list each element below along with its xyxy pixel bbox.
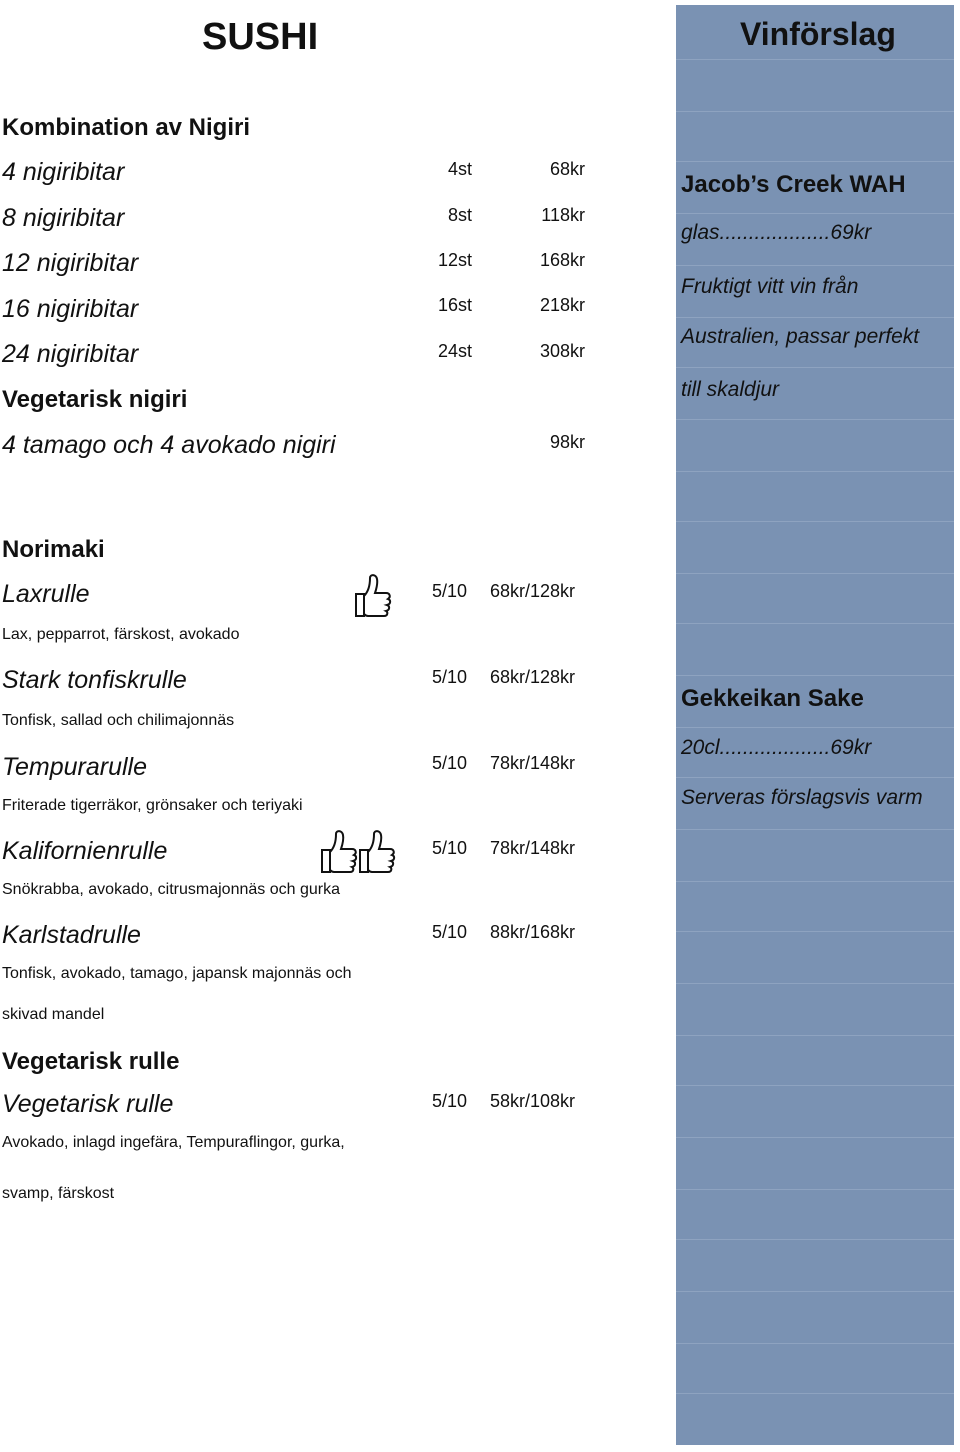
roll-description: Lax, pepparrot, färskost, avokado <box>2 626 240 643</box>
divider <box>676 1291 954 1292</box>
nigiri-count: 8st <box>447 205 472 225</box>
roll-price: 68kr/128kr <box>490 581 576 601</box>
wine-price: glas...................69kr <box>681 221 872 244</box>
nigiri-price: 308kr <box>539 341 585 361</box>
divider <box>676 1085 954 1086</box>
divider <box>676 521 954 522</box>
roll-name: Laxrulle <box>2 580 90 608</box>
roll-count: 5/10 <box>432 1091 468 1111</box>
roll-name: Tempurarulle <box>2 753 147 781</box>
norimaki-heading: Norimaki <box>2 536 105 563</box>
roll-price: 68kr/128kr <box>490 667 576 687</box>
divider <box>676 623 954 624</box>
roll-count: 5/10 <box>432 581 468 601</box>
nigiri-count: 4st <box>447 159 472 179</box>
veg-nigiri-heading: Vegetarisk nigiri <box>2 386 188 413</box>
veg-roll-heading: Vegetarisk rulle <box>2 1048 180 1075</box>
roll-description: Avokado, inlagd ingefära, Tempuraflingor, gurka, <box>2 1134 345 1151</box>
divider <box>676 265 954 266</box>
roll-price: 88kr/168kr <box>490 922 576 942</box>
divider <box>676 1239 954 1240</box>
divider <box>676 367 954 368</box>
nigiri-heading: Kombination av Nigiri <box>2 114 251 141</box>
roll-description: Snökrabba, avokado, citrusmajonnäs och gurka <box>2 881 340 898</box>
divider <box>676 1393 954 1394</box>
divider <box>676 727 954 728</box>
roll-count: 5/10 <box>432 667 468 687</box>
roll-description: Friterade tigerräkor, grönsaker och teriyaki <box>2 797 303 814</box>
nigiri-name: 16 nigiribitar <box>2 295 139 323</box>
divider <box>676 111 954 112</box>
nigiri-name: 24 nigiribitar <box>2 340 139 368</box>
roll-price: 58kr/108kr <box>490 1091 576 1111</box>
divider <box>676 881 954 882</box>
thumbs-up-icon <box>316 828 358 876</box>
divider <box>676 1189 954 1190</box>
roll-count: 5/10 <box>432 922 468 942</box>
roll-description: Tonfisk, sallad och chilimajonnäs <box>2 712 235 729</box>
divider <box>676 1343 954 1344</box>
nigiri-count: 24st <box>437 341 472 361</box>
divider <box>676 317 954 318</box>
wine-description: till skaldjur <box>681 378 780 401</box>
nigiri-name: 12 nigiribitar <box>2 249 139 277</box>
roll-description-cont: skivad mandel <box>2 1006 105 1023</box>
wine-name: Jacob’s Creek WAH <box>681 171 906 198</box>
roll-name: Vegetarisk rulle <box>2 1090 174 1118</box>
roll-name: Stark tonfiskrulle <box>2 666 187 694</box>
wine-panel <box>676 5 954 1445</box>
nigiri-price: 218kr <box>539 295 585 315</box>
thumbs-up-icon <box>354 828 396 876</box>
divider <box>676 829 954 830</box>
divider <box>676 471 954 472</box>
roll-count: 5/10 <box>432 838 468 858</box>
divider <box>676 675 954 676</box>
roll-count: 5/10 <box>432 753 468 773</box>
divider <box>676 59 954 60</box>
nigiri-price: 118kr <box>541 205 585 225</box>
divider <box>676 419 954 420</box>
roll-description-cont: svamp, färskost <box>2 1185 115 1202</box>
nigiri-price: 168kr <box>539 250 585 270</box>
divider <box>676 161 954 162</box>
sake-note: Serveras förslagsvis varm <box>681 786 923 809</box>
thumbs-up-icon <box>350 572 392 620</box>
nigiri-count: 12st <box>437 250 472 270</box>
nigiri-count: 16st <box>437 295 472 315</box>
page-title: SUSHI <box>202 16 319 58</box>
roll-price: 78kr/148kr <box>490 838 576 858</box>
divider <box>676 573 954 574</box>
divider <box>676 1137 954 1138</box>
sake-price: 20cl...................69kr <box>681 736 872 759</box>
divider <box>676 213 954 214</box>
veg-nigiri-price: 98kr <box>549 432 585 452</box>
roll-price: 78kr/148kr <box>490 753 576 773</box>
wine-description: Australien, passar perfekt <box>681 325 920 348</box>
divider <box>676 777 954 778</box>
divider <box>676 1035 954 1036</box>
roll-name: Kalifornienrulle <box>2 837 168 865</box>
wine-description: Fruktigt vitt vin från <box>681 275 859 298</box>
nigiri-name: 4 nigiribitar <box>2 158 125 186</box>
nigiri-name: 8 nigiribitar <box>2 204 125 232</box>
sake-name: Gekkeikan Sake <box>681 685 864 712</box>
veg-nigiri-name: 4 tamago och 4 avokado nigiri <box>2 431 336 459</box>
roll-description: Tonfisk, avokado, tamago, japansk majonnäs och <box>2 965 352 982</box>
roll-name: Karlstadrulle <box>2 921 141 949</box>
nigiri-price: 68kr <box>549 159 585 179</box>
divider <box>676 931 954 932</box>
divider <box>676 983 954 984</box>
wine-title: Vinförslag <box>740 16 896 52</box>
